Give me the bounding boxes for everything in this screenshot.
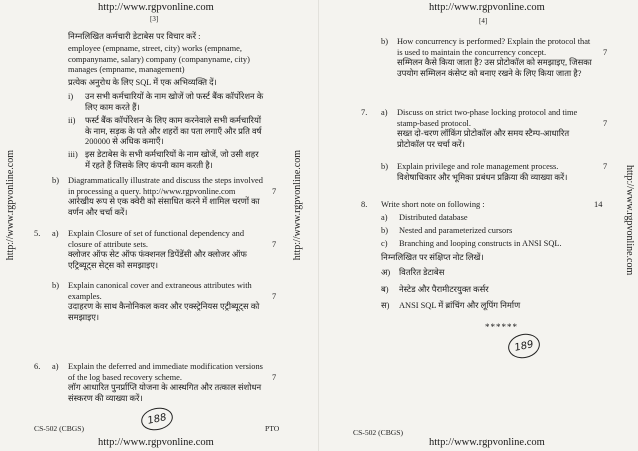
- question-number: 8.: [361, 200, 368, 209]
- part-label: b): [381, 37, 388, 46]
- side-watermark: http://www.rgpvonline.com: [5, 150, 16, 261]
- item-label: iii): [68, 150, 78, 159]
- end-stars: ******: [485, 322, 518, 332]
- footer-url: http://www.rgpvonline.com: [98, 437, 214, 448]
- q4-part-b: Diagrammatically illustrate and discuss the steps involved in processing a query. http://www.rgpvonline.com आरेखीय रूप से एक क्वेरी को संसाधित करने में शामिल चरणों का वर्णन और चर्चा करें।: [68, 176, 263, 217]
- item-label: i): [68, 92, 74, 101]
- footer-code: CS-502 (CBGS): [353, 428, 404, 437]
- item-label: ब): [381, 285, 389, 294]
- item-label: अ): [381, 268, 391, 277]
- header-url: http://www.rgpvonline.com: [98, 2, 214, 13]
- q7-part-a: Discuss on strict two-phase locking protocol and time stamp-based protocol. सख्त दो-चरण लॉकिंग प्रोटोकॉल और समय स्टैम्प-आधारित प्रोटोकॉल पर चर्चा करें।: [397, 108, 578, 149]
- handwritten-page-count: 189: [506, 331, 542, 361]
- handwritten-page-count: 188: [139, 405, 175, 433]
- part-label: b): [52, 176, 59, 185]
- question-number: 6.: [34, 362, 41, 371]
- q6-part-a: Explain the deferred and immediate modification versions of the log based recovery scheme. लॉग आधारित पुनर्प्राप्ति योजना के आस्थगित और तत्काल संशोधन संस्करण की व्याख्या करें।: [68, 362, 263, 403]
- marks: 7: [272, 187, 277, 196]
- q4-item-i: उन सभी कर्मचारियों के नाम खोजें जो फर्स्ट बैंक कॉर्पोरेशन के लिए काम करते हैं।: [85, 92, 264, 112]
- marks: 14: [594, 200, 603, 209]
- part-label: a): [52, 362, 59, 371]
- side-watermark-left: http://www.rgpvonline.com: [292, 150, 303, 261]
- marks: 7: [272, 292, 277, 301]
- part-label: a): [52, 229, 59, 238]
- page-number: [4]: [479, 17, 488, 25]
- footer-code: CS-502 (CBGS): [34, 424, 85, 433]
- q8-title: Write short note on following :: [381, 200, 485, 209]
- item-label: ii): [68, 116, 76, 125]
- marks: 7: [603, 48, 608, 57]
- q8-item-c: Branching and looping constructs in ANSI SQL.: [399, 239, 562, 248]
- q8-hindi-item-b: नेस्टेड और पैरामीटरयुक्त कर्सर: [399, 285, 489, 294]
- question-number: 5.: [34, 229, 41, 238]
- marks: 7: [272, 373, 277, 382]
- marks: 7: [603, 119, 608, 128]
- part-label: a): [381, 108, 388, 117]
- q8-hindi-item-a: वितरित डेटाबेस: [399, 268, 445, 277]
- q4-hindi-task: प्रत्येक अनुरोध के लिए SQL में एक अभिव्यक्ति दें।: [68, 78, 217, 87]
- q6-part-b: How concurrency is performed? Explain the protocol that is used to maintain the concurrency concept. सम्मिलन कैसे किया जाता है? उस प्रोटोकॉल को समझाइए, जिसका उपयोग सम्मिलन कंसेप्ट को बनाए रखने के लिए किया जाता है?: [397, 37, 592, 78]
- q8-item-b: Nested and parameterized cursors: [399, 226, 513, 235]
- item-label: c): [381, 239, 388, 248]
- q7-part-b: Explain privilege and role management process. विशेषाधिकार और भूमिका प्रबंधन प्रक्रिया की व्याख्या करें।: [397, 162, 568, 182]
- page-number: [3]: [150, 15, 159, 23]
- item-label: स): [381, 301, 390, 310]
- item-label: b): [381, 226, 388, 235]
- q8-item-a: Distributed database: [399, 213, 468, 222]
- footer-url: http://www.rgpvonline.com: [429, 437, 545, 448]
- side-watermark-right: http://www.rgpvonline.com: [624, 165, 635, 276]
- q5-part-a: Explain Closure of set of functional dependency and closure of attribute sets. क्लोजर ऑफ सेट ऑफ फंक्शनल डिपेंडेंसी और क्लोजर ऑफ एट्रिब्यूट्स सेट्स को समझाइए।: [68, 229, 247, 270]
- q8-hindi-item-c: ANSI SQL में ब्रांचिंग और लूपिंग निर्माण: [399, 301, 521, 310]
- header-url: http://www.rgpvonline.com: [429, 2, 545, 13]
- question-number: 7.: [361, 108, 368, 117]
- part-label: b): [52, 281, 59, 290]
- q5-part-b: Explain canonical cover and extraneous attributes with examples. उदाहरण के साथ कैनोनिकल कवर और एक्स्ट्रेनियस एट्रीब्यूट्स को समझाइए।: [68, 281, 260, 322]
- part-label: b): [381, 162, 388, 171]
- item-label: a): [381, 213, 388, 222]
- q4-hindi-intro: निम्नलिखित कर्मचारी डेटाबेस पर विचार करें :: [68, 32, 201, 41]
- q4-item-ii: फर्स्ट बैंक कॉर्पोरेशन के लिए काम करनेवाले सभी कर्मचारियों के नाम, सड़क के पते और शहरों का पता लगाएँ और प्रति वर्ष 200000 से अधिक कमाएँ।: [85, 116, 262, 147]
- footer-pto: PTO: [265, 424, 280, 433]
- q4-schema: employee (empname, street, city) works (empname, companyname, salary) company (companyname, city) manages (empname, management): [68, 44, 250, 75]
- q4-item-iii: इस डेटाबेस के सभी कर्मचारियों के नाम खोजें, जो उसी शहर में रहते हैं जिसके लिए कंपनी काम करती है।: [85, 150, 259, 170]
- marks: 7: [272, 240, 277, 249]
- marks: 7: [603, 162, 608, 171]
- q8-hindi-title: निम्नलिखित पर संक्षिप्त नोट लिखें।: [381, 253, 484, 262]
- right-page: [292, 0, 638, 451]
